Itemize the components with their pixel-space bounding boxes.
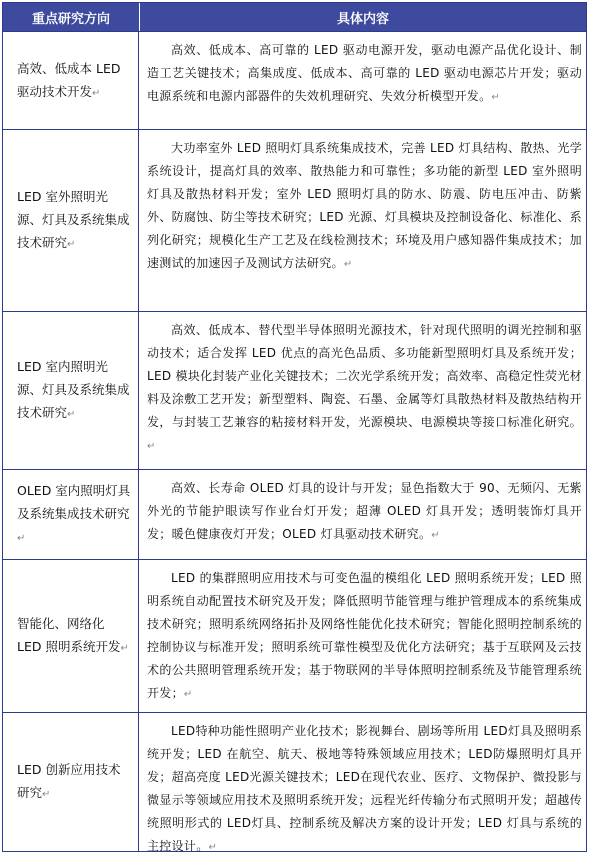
row-direction [3,130,139,311]
row-content-text: 高效、低成本、高可靠的 LED 驱动电源开发，驱动电源产品优化设计、制造工艺关键技术；高集成度、低成本、高可靠的 LED 驱动电源芯片开发；驱动电源系统和电源内部器件的失效机理研究、失效分析模型开发。 [147,43,582,103]
row-content [139,130,586,311]
paragraph-mark: ↵ [147,441,156,452]
row-content-text: 高效、低成本、替代型半导体照明光源技术，针对现代照明的调光控制和驱动技术；适合发挥 LED 优点的高光色品质、多功能新型照明灯具及系统开发；LED 模块化封装产业化关键技术；二次光学系统开发；高效率、高稳定性荧光材料及涂敷工艺开发；新型塑料、陶瓷、石墨、金属等灯具散热材料及散热结构开发，与封装工艺兼容的粘接材料开发，光源模块、电源模块等接口标准化研究。 [147,323,582,429]
row-direction-text: LED 室外照明光源、灯具及系统集成技术研究 [17,189,130,250]
row-content [139,713,586,851]
table-row [3,32,586,130]
row-content-text: LED 的集群照明应用技术与可变色温的模组化 LED 照明系统开发；LED 照明系统自动配置技术研究及开发；降低照明节能管理与维护管理成本的系统集成技术研究；照明系统网络拓扑及网络性能优化技术研究；智能化照明控制系统的控制协议与标准开发；照明系统可靠性模型及优化方法研究；基于互联网及云技术的公共照明管理系统开发；基于物联网的半导体照明控制系统及节能管理系统开发； [147,571,582,700]
row-direction [3,32,139,129]
paragraph-mark: ↵ [491,92,501,103]
row-direction [3,560,139,712]
research-directions-table [2,2,587,852]
row-direction-text: OLED 室内照明灯具及系统集成技术研究 [17,483,131,521]
paragraph-mark: ↵ [67,409,76,420]
table-row [3,470,586,560]
row-content-text: 大功率室外 LED 照明灯具系统集成技术，完善 LED 灯具结构、散热、光学系统设计，提高灯具的效率、散热能力和可靠性；多功能的新型 LED 室外照明灯具及散热材料开发；室外 LED 照明灯具的防水、防震、防电压冲击、防紫外、防腐蚀、防尘等技术研究；LED 光源、灯具模块及控制设备化、标准化、系列化研究；规模化生产工艺及在线检测技术；环境及用户感知器件集成技术；加速测试的加速因子及测试方法研究。 [147,141,582,270]
row-direction [3,713,139,851]
paragraph-mark: ↵ [343,259,353,270]
row-direction-text: 智能化、网络化 LED 照明系统开发 [17,616,121,654]
paragraph-mark: ↵ [120,643,129,654]
paragraph-mark: ↵ [431,530,440,541]
paragraph-mark: ↵ [183,689,193,700]
row-direction-text: LED 创新应用技术研究 [17,762,121,800]
paragraph-mark: ↵ [17,533,26,544]
row-direction-text: LED 室内照明光源、灯具及系统集成技术研究 [17,359,130,420]
row-direction-text: 高效、低成本 LED 驱动技术开发 [17,60,121,99]
paragraph-mark: ↵ [208,842,218,853]
row-content [139,32,586,129]
row-content [139,470,586,559]
header-direction: 重点研究方向 [3,3,140,31]
header-content: 具体内容 [336,11,389,27]
table-row [3,560,586,713]
row-content-text: LED特种功能性照明产业化技术；影视舞台、剧场等所用 LED灯具及照明系统开发；LED 在航空、航天、极地等特殊领域应用技术；LED防爆照明灯具开发；超高亮度 LED光源关键技术；LED在现代农业、医疗、文物保护、微投影与微显示等领域应用技术及照明系统开发；远程光纤传输分布式照明开发；超越传统照明形式的 LED灯具、控制系统及解决方案的设计开发；LED 灯具与系统的主控设计。 [147,724,582,853]
table-header [3,3,586,32]
table-row [3,713,586,851]
paragraph-mark: ↵ [92,87,101,99]
table-row [3,312,586,470]
row-content [139,312,586,469]
row-content-text: 高效、长寿命 OLED 灯具的设计与开发；显色指数大于 90、无频闪、无紫外光的节能护眼读写作业台灯开发；超薄 OLED 灯具开发；透明装饰灯具开发；暖色健康夜灯开发；OLED 灯具驱动技术研究。 [147,481,582,541]
row-direction [3,470,139,559]
table-row [3,130,586,312]
row-direction [3,312,139,469]
paragraph-mark: ↵ [42,789,51,800]
paragraph-mark: ↵ [67,239,76,250]
row-content [139,560,586,712]
